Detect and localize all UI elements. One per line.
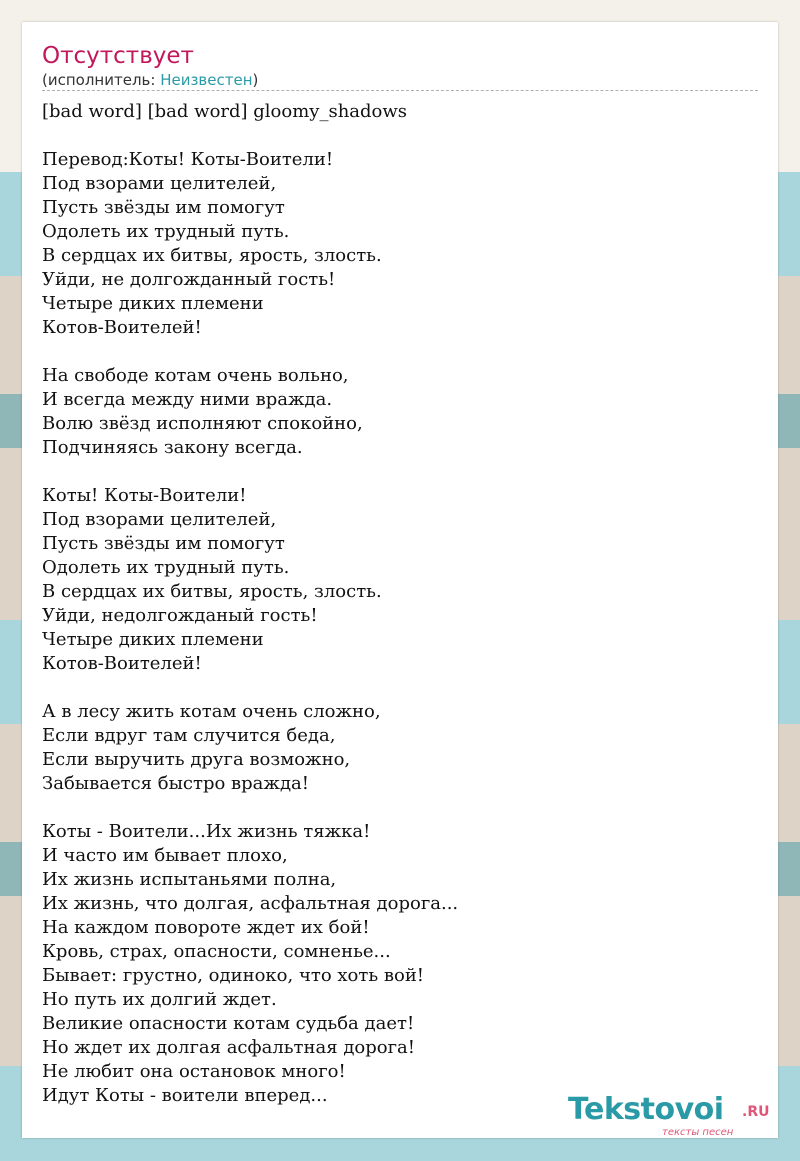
site-logo[interactable]	[568, 1092, 778, 1138]
lyric-line: Великие опасности котам судьба дает!	[42, 1013, 415, 1034]
lyric-line: Подчиняясь закону всегда.	[42, 437, 303, 458]
lyric-line: В сердцах их битвы, ярость, злость.	[42, 581, 382, 602]
artist-prefix: (исполнитель:	[42, 71, 161, 89]
lyric-line: Перевод:Коты! Коты-Воители!	[42, 149, 334, 170]
lyrics-card	[22, 22, 778, 1138]
artist-suffix: )	[252, 71, 259, 89]
lyric-line: Их жизнь испытаньями полна,	[42, 869, 337, 890]
lyric-line: Под взорами целителей,	[42, 509, 277, 530]
lyric-line: Одолеть их трудный путь.	[42, 221, 290, 242]
lyric-line: А в лесу жить котам очень сложно,	[42, 701, 381, 722]
lyric-line: Но путь их долгий ждет.	[42, 989, 277, 1010]
lyric-line: Четыре диких племени	[42, 629, 264, 650]
artist-link[interactable]: Неизвестен	[160, 71, 253, 89]
lyric-line: На свободе котам очень вольно,	[42, 365, 349, 386]
logo-domain: .RU	[742, 1104, 770, 1120]
lyric-line: Одолеть их трудный путь.	[42, 557, 290, 578]
lyric-line: Уйди, не долгожданный гость!	[42, 269, 336, 290]
lyric-line: Но ждет их долгая асфальтная дорога!	[42, 1037, 415, 1058]
lyric-line: Под взорами целителей,	[42, 173, 277, 194]
lyric-line: Коты! Коты-Воители!	[42, 485, 247, 506]
lyric-blank-line	[42, 124, 758, 148]
lyric-blank-line	[42, 796, 758, 820]
lyric-line: Идут Коты - воители вперед...	[42, 1085, 328, 1106]
lyric-line: Уйди, недолгожданый гость!	[42, 605, 318, 626]
lyric-line: Четыре диких племени	[42, 293, 264, 314]
lyric-line: Пусть звёзды им помогут	[42, 197, 285, 218]
lyric-line: Котов-Воителей!	[42, 317, 202, 338]
lyrics-text	[42, 100, 758, 1108]
lyric-line: Забывается быстро вражда!	[42, 773, 310, 794]
title-divider	[42, 90, 758, 91]
logo-name: Tekstovoi	[568, 1092, 724, 1127]
lyric-line: Пусть звёзды им помогут	[42, 533, 285, 554]
lyric-blank-line	[42, 676, 758, 700]
lyric-line: Не любит она остановок много!	[42, 1061, 346, 1082]
artist-line	[42, 70, 258, 90]
lyric-blank-line	[42, 340, 758, 364]
lyric-line: Кровь, страх, опасности, сомненье...	[42, 941, 391, 962]
lyric-line: Волю звёзд исполняют спокойно,	[42, 413, 363, 434]
lyric-line: И часто им бывает плохо,	[42, 845, 288, 866]
lyric-line: На каждом повороте ждет их бой!	[42, 917, 370, 938]
lyric-line: Если вдруг там случится беда,	[42, 725, 336, 746]
lyric-line: И всегда между ними вражда.	[42, 389, 333, 410]
lyric-line: В сердцах их битвы, ярость, злость.	[42, 245, 382, 266]
lyric-line: Бывает: грустно, одиноко, что хоть вой!	[42, 965, 425, 986]
lyric-line: Котов-Воителей!	[42, 653, 202, 674]
lyric-line: Коты - Воители...Их жизнь тяжка!	[42, 821, 371, 842]
lyric-blank-line	[42, 460, 758, 484]
lyric-line: Если выручить друга возможно,	[42, 749, 351, 770]
song-title: Отсутствует	[42, 43, 194, 69]
logo-tagline: тексты песен	[662, 1127, 734, 1138]
lyric-line: [bad word] [bad word] gloomy_shadows	[42, 101, 408, 122]
lyric-line: Их жизнь, что долгая, асфальтная дорога...	[42, 893, 459, 914]
